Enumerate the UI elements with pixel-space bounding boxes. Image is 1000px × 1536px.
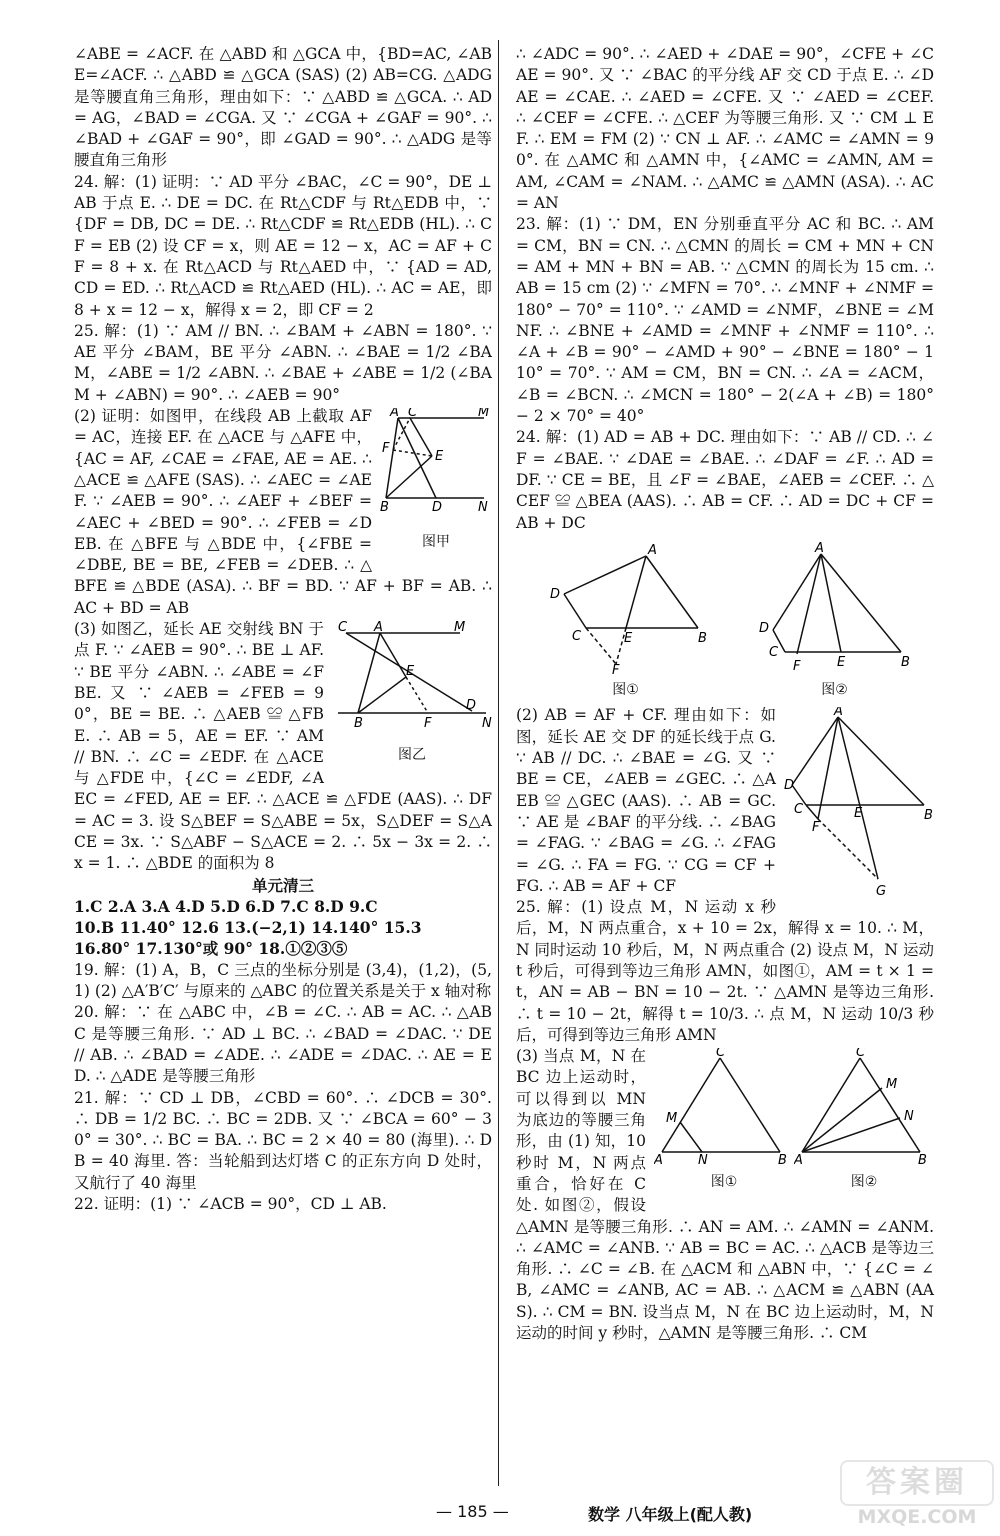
svg-text:B: B	[900, 654, 910, 670]
svg-text:F: F	[424, 716, 432, 732]
svg-text:G: G	[876, 884, 887, 898]
svg-text:D: D	[784, 778, 795, 794]
figure-25-2-diagram	[794, 1048, 934, 1166]
svg-text:C: C	[716, 1048, 726, 1061]
figure-24-2	[755, 542, 915, 702]
left-column	[74, 44, 492, 1215]
svg-text:A: A	[814, 541, 824, 556]
svg-text:C: C	[338, 621, 348, 636]
left-para-3: 25. 解：(1) ∵ AM // BN. ∴ ∠BAM + ∠ABN = 180°. ∵ AE 平分 ∠BAM，BE 平分 ∠ABN. ∴ ∠BAE = 1/2 ∠BAM，∠ABE = 1/2 ∠ABN. ∴ ∠BAE + ∠ABE = 1/2 (∠BAM + ∠ABN) = 90°. ∴ ∠AEB = 90°	[74, 321, 492, 404]
svg-text:E: E	[406, 664, 415, 680]
svg-text:A: A	[390, 408, 399, 421]
svg-text:N: N	[478, 500, 488, 516]
svg-text:D: D	[466, 698, 477, 714]
svg-text:A: A	[834, 707, 843, 720]
right-para-1: ∴ ∠ADC = 90°. ∴ ∠AED + ∠DAE = 90°，∠CFE + ∠CAE = 90°. 又 ∵ ∠BAC 的平分线 AF 交 CD 于点 E. ∴ ∠DAE = ∠CAE. ∴ ∠AED = ∠CFE. 又 ∵ ∠AED = ∠CEF. ∴ ∠CEF = ∠CFE. ∴ △CEF 为等腰三角形. 又 ∵ CM ⊥ EF. ∴ EM = FM (2) ∵ CN ⊥ AF. ∴ ∠AMC = ∠AMN = 90°. 在 △AMC 和 △AMN 中，{∠AMC = ∠AMN, AM = AM, ∠CAM = ∠NAM. ∴ △AMC ≌ △AMN (ASA). ∴ AC = AN	[516, 45, 934, 213]
left-para-8: 21. 解：∵ CD ⊥ DB，∠CBD = 60°. ∴ ∠DCB = 30°. ∴ DB = 1/2 BC. ∴ BC = 2DB. 又 ∵ ∠BCA = 60° − 30° = 30°. ∴ BC = BA. ∴ BC = 2 × 40 = 80 (海里). ∴ DB = 40 海里. 答：当轮船到达灯塔 C 的正东方向 D 处时，又航行了 40 海里	[74, 1088, 492, 1192]
svg-text:C: C	[856, 1048, 866, 1061]
svg-text:B: B	[354, 716, 363, 732]
svg-text:B: B	[924, 808, 933, 824]
left-para-1: ∠ABE = ∠ACF. 在 △ABD 和 △GCA 中，{BD=AC, ∠ABE=∠ACF. ∴ △ABD ≌ △GCA (SAS) (2) AB=CG. △ADG 是等腰直角三角形，理由如下：∵ △ABD ≌ △GCA. ∴ AD = AG，∠BAD = ∠CGA. 又 ∵ ∠CGA + ∠GAF = 90°. ∴ ∠BAD + ∠GAF = 90°，即 ∠GAD = 90°. ∴ △ADG 是等腰直角三角形	[74, 45, 492, 170]
figure-25	[654, 1048, 934, 1194]
right-column	[516, 44, 934, 1344]
figure-24-1	[536, 542, 716, 702]
svg-text:F: F	[812, 820, 820, 836]
figure-25-1	[654, 1048, 794, 1194]
figures-row-24	[516, 542, 934, 702]
figure-yi	[332, 621, 492, 767]
svg-text:D: D	[432, 500, 443, 516]
answers-line-3: 16.80° 17.130°或 90° 18.①②③⑤	[74, 939, 348, 959]
svg-text:E: E	[435, 449, 444, 465]
svg-text:D: D	[549, 586, 560, 602]
figure-yi-diagram	[332, 621, 492, 739]
right-para-2: 23. 解：(1) ∵ DM，EN 分别垂直平分 AC 和 BC. ∴ AM = CM，BN = CN. ∴ △CMN 的周长 = CM + MN + CN = AM + MN + BN = AB. ∵ △CMN 的周长为 15 cm. ∴ AB = 15 cm (2) ∵ ∠MFN = 70°. ∴ ∠MNF + ∠NMF = 180° − 70° = 110°. ∵ ∠AMD = ∠NMF，∠BNE = ∠MNF. ∴ ∠BNE + ∠AMD = ∠MNF + ∠NMF = 110°. ∴ ∠A + ∠B = 90° − ∠AMD + 90° − ∠BNE = 180° − 110° = 70°. ∵ AM = CM，BN = CN. ∴ ∠A = ∠ACM，∠B = ∠BCN. ∴ ∠MCN = 180° − 2(∠A + ∠B) = 180° − 2 × 70° = 40°	[516, 215, 934, 426]
svg-text:B: B	[380, 500, 389, 516]
figure-25-2	[794, 1048, 934, 1194]
right-para-3: 24. 解：(1) AD = AB + DC. 理由如下：∵ AB // CD. ∴ ∠F = ∠BAE. ∵ ∠DAE = ∠BAE. ∴ ∠DAF = ∠F. ∴ AD = DF. ∵ CE = BE，且 ∠F = ∠BAE，∠AEB = ∠CEF. ∴ △CEF ≌ △BEA (AAS). ∴ AB = CF. ∴ AD = DC + CF = AB + DC	[516, 428, 934, 532]
svg-text:N: N	[698, 1153, 708, 1167]
figure-24-1-caption: 图①	[612, 682, 639, 699]
svg-text:C: C	[408, 408, 418, 421]
svg-text:F: F	[792, 658, 800, 674]
watermark-logo	[840, 1460, 994, 1530]
left-para-9: 22. 证明：(1) ∵ ∠ACB = 90°，CD ⊥ AB.	[74, 1195, 387, 1214]
watermark-logo-text: 答案圈	[840, 1460, 994, 1506]
svg-text:N: N	[482, 716, 492, 732]
figure-jia-caption: 图甲	[422, 534, 450, 551]
watermark-url: MXQE.COM	[857, 1506, 977, 1528]
svg-text:E: E	[836, 654, 845, 670]
svg-text:M: M	[886, 1077, 898, 1093]
svg-text:A: A	[794, 1153, 803, 1167]
left-para-6: 19. 解：(1) A，B，C 三点的坐标分别是 (3,4)，(1,2)，(5,1) (2) △A′B′C′ 与原来的 △ABC 的位置关系是关于 x 轴对称	[74, 960, 492, 1001]
svg-text:F: F	[611, 662, 619, 674]
figure-24-2-caption: 图②	[821, 682, 848, 699]
right-para-6: (3) 当点 M，N 在 BC 边上运动时，可以得到以 MN 为底边的等腰三角形，由 (1) 知，10 秒时 M，N 两点重合，恰好在 C 处. 如图②，假设 △AMN 是等腰三角形. ∴ AN = AM. ∴ ∠AMN = ∠ANM. ∴ ∠AMC = ∠ANB. ∵ AB = BC = AC. ∴ △ACB 是等边三角形. ∴ ∠C = ∠B. 在 △ACM 和 △ABN 中，∵ {∠C = ∠B, ∠AMC = ∠ANB, AC = AB. ∴ △ACM ≌ △ABN (AAS). ∴ CM = BN. 设当点 M，N 在 BC 边上运动时，M，N 运动的时间 y 秒时，△AMN 是等腰三角形. ∴ CM	[516, 1047, 934, 1343]
section-title: 单元清三	[251, 875, 314, 895]
svg-text:E: E	[854, 806, 863, 822]
svg-text:N: N	[904, 1109, 914, 1125]
figure-25-1-caption: 图①	[710, 1174, 738, 1191]
svg-text:B: B	[697, 630, 707, 646]
left-para-5: (3) 如图乙，延长 AE 交射线 BN 于点 F. ∵ ∠AEB = 90°. ∴ BE ⊥ AF. ∵ BE 平分 ∠ABN. ∴ ∠ABE = ∠FBE. 又 ∵ ∠AEB = ∠FEB = 90°，BE = BE. ∴ △AEB ≌ △FBE. ∴ AB = 5，AE = EF. ∵ AM // BN. ∴ ∠C = ∠EDF. 在 △ACE 与 △FDE 中，{∠C = ∠EDF, ∠AEC = ∠FED, AE = EF. ∴ △ACE ≌ △FDE (AAS). ∴ DF = AC = 3. 设 S△BEF = S△ABE = 5x，S△DEF = S△ACE = 3x. ∵ S△ABF − S△ACE = 2. ∴ 5x − 3x = 2. ∴ x = 1. ∴ △BDE 的面积为 8	[74, 620, 492, 873]
figure-jia	[380, 408, 492, 554]
answers-line-2: 10.B 11.40° 12.6 13.(−2,1) 14.140° 15.3	[74, 918, 422, 938]
figure-25-2-caption: 图②	[850, 1174, 878, 1191]
figure-jia-diagram	[380, 408, 492, 526]
svg-text:M: M	[454, 621, 466, 636]
left-para-7: 20. 解：∵ 在 △ABC 中，∠B = ∠C. ∴ AB = AC. ∴ △ABC 是等腰三角形. ∵ AD ⊥ BC. ∴ ∠BAD = ∠DAC. ∵ DE // AB. ∴ ∠BAD = ∠ADE. ∴ ∠ADE = ∠DAC. ∴ AE = ED. ∴ △ADE 是等腰三角形	[74, 1003, 492, 1086]
page-number: — 185 —	[436, 1502, 509, 1521]
right-para-4: (2) AB = AF + CF. 理由如下：如图，延长 AE 交 DF 的延长线于点 G. ∵ AB // DC. ∴ ∠BAE = ∠G. 又 ∵ BE = CE，∠AEB = ∠GEC. ∴ △AEB ≌ △GEC (AAS). ∴ AB = GC. ∵ AE 是 ∠BAF 的平分线. ∴ ∠BAG = ∠FAG. ∵ ∠BAG = ∠G. ∴ ∠FAG = ∠G. ∴ FA = FG. ∵ CG = CF + FG. ∴ AB = AF + CF	[516, 706, 776, 895]
svg-text:F: F	[382, 441, 390, 457]
subject-label: 数学 八年级上(配人教)	[588, 1505, 753, 1524]
svg-text:A: A	[374, 621, 383, 636]
figure-25-1-diagram	[654, 1048, 794, 1166]
figure-24-g	[784, 707, 934, 903]
left-para-2: 24. 解：(1) 证明：∵ AD 平分 ∠BAC，∠C = 90°，DE ⊥ AB 于点 E. ∴ DE = DC. 在 Rt△CDF 与 Rt△EDB 中，∵ {DF = DB, DC = DE. ∴ Rt△CDF ≌ Rt△EDB (HL). ∴ CF = EB (2) 设 CF = x，则 AE = 12 − x，AC = AF + CF = 8 + x. 在 Rt△ACD 与 Rt△AED 中，∵ {AD = AD, CD = ED. ∴ Rt△ACD ≌ Rt△AED (HL). ∴ AC = AE，即 8 + x = 12 − x，解得 x = 2，即 CF = 2	[74, 172, 492, 319]
svg-text:C: C	[768, 644, 778, 660]
svg-text:B: B	[918, 1153, 927, 1167]
svg-text:A: A	[647, 542, 657, 558]
svg-text:B: B	[778, 1153, 787, 1167]
answers-line-1: 1.C 2.A 3.A 4.D 5.D 6.D 7.C 8.D 9.C	[74, 896, 378, 916]
figure-yi-caption: 图乙	[398, 747, 426, 764]
figure-24-g-diagram	[784, 707, 934, 897]
svg-text:A: A	[654, 1153, 663, 1167]
svg-text:C: C	[571, 628, 581, 644]
svg-text:C: C	[794, 802, 804, 818]
left-para-4: (2) 证明：如图甲，在线段 AB 上截取 AF = AC，连接 EF. 在 △ACE 与 △AFE 中，{AC = AF, ∠CAE = ∠FAE, AE = AE. ∴ △ACE ≌ △AFE (SAS). ∴ ∠AEC = ∠AEF. ∵ ∠AEB = 90°. ∴ ∠AEF + ∠BEF = ∠AEC + ∠BED = 90°. ∴ ∠FEB = ∠DEB. 在 △BFE 与 △BDE 中，{∠FBE = ∠DBE, BE = BE, ∠FEB = ∠DEB. ∴ △BFE ≌ △BDE (ASA). ∴ BF = BD. ∵ AF + BF = AB. ∴ AC + BD = AB	[74, 407, 492, 617]
column-divider	[498, 40, 499, 1486]
svg-text:E: E	[623, 630, 632, 646]
svg-text:M: M	[666, 1111, 678, 1127]
svg-text:D: D	[758, 620, 769, 636]
svg-text:M: M	[478, 408, 490, 421]
right-para-5: 25. 解：(1) 设点 M，N 运动 x 秒后，M，N 两点重合，x + 10 = 2x，解得 x = 10. ∴ M，N 同时运动 10 秒后，M，N 两点重合 (2) 设点 M，N 运动 t 秒后，可得到等边三角形 AMN，如图①，AM = t × 1 = t，AN = AB − BN = 10 − 2t. ∵ △AMN 是等边三角形. ∴ t = 10 − 2t，解得 t = 10/3. ∴ 点 M，N 运动 10/3 秒后，可得到等边三角形 AMN	[516, 898, 934, 1044]
figure-24-1-diagram	[536, 542, 716, 674]
figure-24-2-diagram	[755, 542, 915, 674]
